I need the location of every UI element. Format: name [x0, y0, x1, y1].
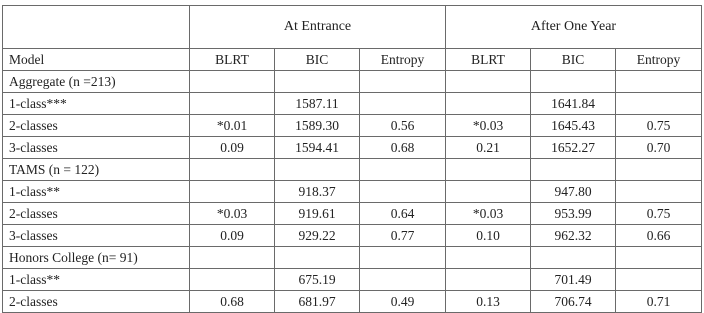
- table-cell: [531, 71, 616, 93]
- section-row: [3, 71, 702, 93]
- table-cell: [190, 247, 275, 269]
- table-row: [3, 269, 702, 291]
- table-cell: [446, 269, 531, 291]
- table-row: [3, 203, 702, 225]
- table-cell: 0.09: [190, 137, 275, 159]
- table-cell: [360, 93, 446, 115]
- table-cell: [190, 71, 275, 93]
- table-cell: [446, 181, 531, 203]
- table-cell: 0.64: [360, 203, 446, 225]
- table-cell: 0.70: [616, 137, 702, 159]
- table-cell: [616, 93, 702, 115]
- table-cell: [190, 159, 275, 181]
- column-header-blrt: BLRT: [190, 49, 275, 71]
- table-cell: 919.61: [275, 203, 360, 225]
- table-cell: 953.99: [531, 203, 616, 225]
- table-cell: *0.03: [446, 115, 531, 137]
- table-cell: 0.13: [446, 291, 531, 313]
- table-cell: [360, 269, 446, 291]
- table-cell: 0.21: [446, 137, 531, 159]
- model-label: 1-class**: [3, 269, 190, 291]
- table-cell: [275, 159, 360, 181]
- column-header-model: Model: [3, 49, 190, 71]
- table-cell: 681.97: [275, 291, 360, 313]
- table-cell: 1594.41: [275, 137, 360, 159]
- model-label: 2-classes: [3, 115, 190, 137]
- table-cell: [616, 159, 702, 181]
- table-cell: 0.68: [190, 291, 275, 313]
- table-cell: 0.09: [190, 225, 275, 247]
- table-cell: 918.37: [275, 181, 360, 203]
- table-cell: [190, 181, 275, 203]
- table-cell: 0.49: [360, 291, 446, 313]
- table-cell: [275, 71, 360, 93]
- table-cell: 0.75: [616, 203, 702, 225]
- column-header-row: [3, 49, 702, 71]
- table-cell: [446, 93, 531, 115]
- table-cell: [531, 159, 616, 181]
- table-cell: 0.10: [446, 225, 531, 247]
- table-cell: 0.66: [616, 225, 702, 247]
- table-row: [3, 181, 702, 203]
- section-row: [3, 159, 702, 181]
- table-cell: [446, 159, 531, 181]
- section-label: Honors College (n= 91): [3, 247, 190, 269]
- table-cell: 675.19: [275, 269, 360, 291]
- table-cell: [360, 181, 446, 203]
- table-cell: [616, 247, 702, 269]
- table-cell: 706.74: [531, 291, 616, 313]
- table-cell: [190, 269, 275, 291]
- table-cell: *0.03: [190, 203, 275, 225]
- table-cell: [616, 181, 702, 203]
- group-header-after-one-year: After One Year: [446, 6, 702, 49]
- model-label: 2-classes: [3, 203, 190, 225]
- model-label: 2-classes: [3, 291, 190, 313]
- table-cell: [531, 247, 616, 269]
- model-label: 3-classes: [3, 225, 190, 247]
- table-cell: 1641.84: [531, 93, 616, 115]
- section-row: [3, 247, 702, 269]
- table-cell: 947.80: [531, 181, 616, 203]
- table-cell: 0.75: [616, 115, 702, 137]
- model-label: 1-class***: [3, 93, 190, 115]
- model-label: 1-class**: [3, 181, 190, 203]
- table-cell: 0.56: [360, 115, 446, 137]
- group-header-row: [3, 6, 702, 49]
- table-row: [3, 291, 702, 313]
- column-header-entropy: Entropy: [616, 49, 702, 71]
- table-cell: [616, 269, 702, 291]
- table-cell: 0.68: [360, 137, 446, 159]
- table-cell: 0.71: [616, 291, 702, 313]
- table-cell: [446, 247, 531, 269]
- column-header-blrt: BLRT: [446, 49, 531, 71]
- table-cell: 1589.30: [275, 115, 360, 137]
- model-label: 3-classes: [3, 137, 190, 159]
- table-cell: [360, 247, 446, 269]
- table-cell: [616, 71, 702, 93]
- table-cell: 1587.11: [275, 93, 360, 115]
- table-cell: 929.22: [275, 225, 360, 247]
- column-header-bic: BIC: [531, 49, 616, 71]
- table-cell: *0.03: [446, 203, 531, 225]
- table-cell: 962.32: [531, 225, 616, 247]
- table-row: [3, 93, 702, 115]
- table-row: [3, 225, 702, 247]
- table-cell: [275, 247, 360, 269]
- table-cell: [360, 71, 446, 93]
- section-label: TAMS (n = 122): [3, 159, 190, 181]
- table-row: [3, 137, 702, 159]
- model-fit-table: [2, 5, 702, 313]
- table-row: [3, 115, 702, 137]
- group-header-blank: [3, 6, 190, 49]
- table-cell: 701.49: [531, 269, 616, 291]
- table-cell: [190, 93, 275, 115]
- group-header-at-entrance: At Entrance: [190, 6, 446, 49]
- table-cell: *0.01: [190, 115, 275, 137]
- section-label: Aggregate (n =213): [3, 71, 190, 93]
- column-header-entropy: Entropy: [360, 49, 446, 71]
- table-cell: 1645.43: [531, 115, 616, 137]
- table-cell: 0.77: [360, 225, 446, 247]
- table-cell: 1652.27: [531, 137, 616, 159]
- table-cell: [446, 71, 531, 93]
- column-header-bic: BIC: [275, 49, 360, 71]
- table-cell: [360, 159, 446, 181]
